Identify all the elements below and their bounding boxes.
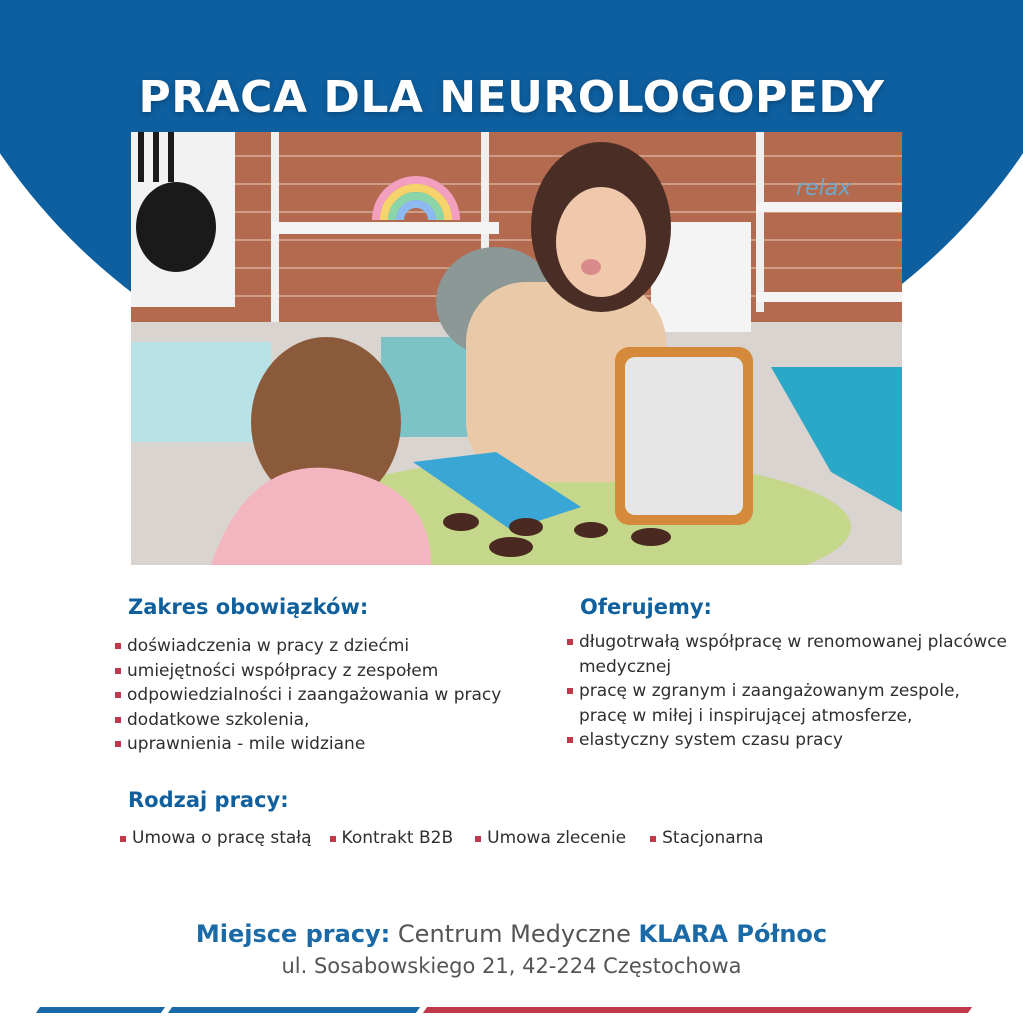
list-item: odpowiedzialności i zaangażowania w pracy xyxy=(115,683,555,708)
work-type-item: Umowa o pracę stałą xyxy=(120,828,312,848)
footer-stripe-blue xyxy=(36,1007,165,1013)
workplace-label: Miejsce pracy: xyxy=(195,920,391,948)
workplace-name: Centrum Medyczne xyxy=(397,920,631,948)
footer-stripe-red xyxy=(423,1007,972,1013)
workplace-line xyxy=(0,920,1023,948)
list-item: umiejętności współpracy z zespołem xyxy=(115,659,555,684)
list-item: pracę w zgranym i zaangażowanym zespole, pracę w miłej i inspirującej atmosferze, xyxy=(567,679,1007,728)
offer-list xyxy=(567,630,1007,753)
list-item: doświadczenia w pracy z dziećmi xyxy=(115,634,555,659)
duties-title: Zakres obowiązków: xyxy=(128,595,369,619)
work-type-title: Rodzaj pracy: xyxy=(128,788,289,812)
footer-stripe-blue xyxy=(168,1007,420,1013)
offer-title: Oferujemy: xyxy=(580,595,712,619)
work-type-item: Umowa zlecenie xyxy=(475,828,626,848)
work-type-list xyxy=(120,828,785,848)
svg-text:relax: relax xyxy=(796,176,852,201)
list-item: długotrwałą współpracę w renomowanej placówce medycznej xyxy=(567,630,1007,679)
list-item: elastyczny system czasu pracy xyxy=(567,728,1007,753)
duties-list xyxy=(115,634,555,757)
work-type-item: Kontrakt B2B xyxy=(330,828,454,848)
page-title: PRACA DLA NEUROLOGOPEDY xyxy=(138,72,885,123)
list-item: dodatkowe szkolenia, xyxy=(115,708,555,733)
work-type-item: Stacjonarna xyxy=(650,828,763,848)
workplace-address: ul. Sosabowskiego 21, 42-224 Częstochowa xyxy=(281,954,742,978)
list-item: uprawnienia - mile widziane xyxy=(115,732,555,757)
workplace-brand: KLARA Północ xyxy=(638,920,828,948)
hero-photo xyxy=(131,132,902,565)
